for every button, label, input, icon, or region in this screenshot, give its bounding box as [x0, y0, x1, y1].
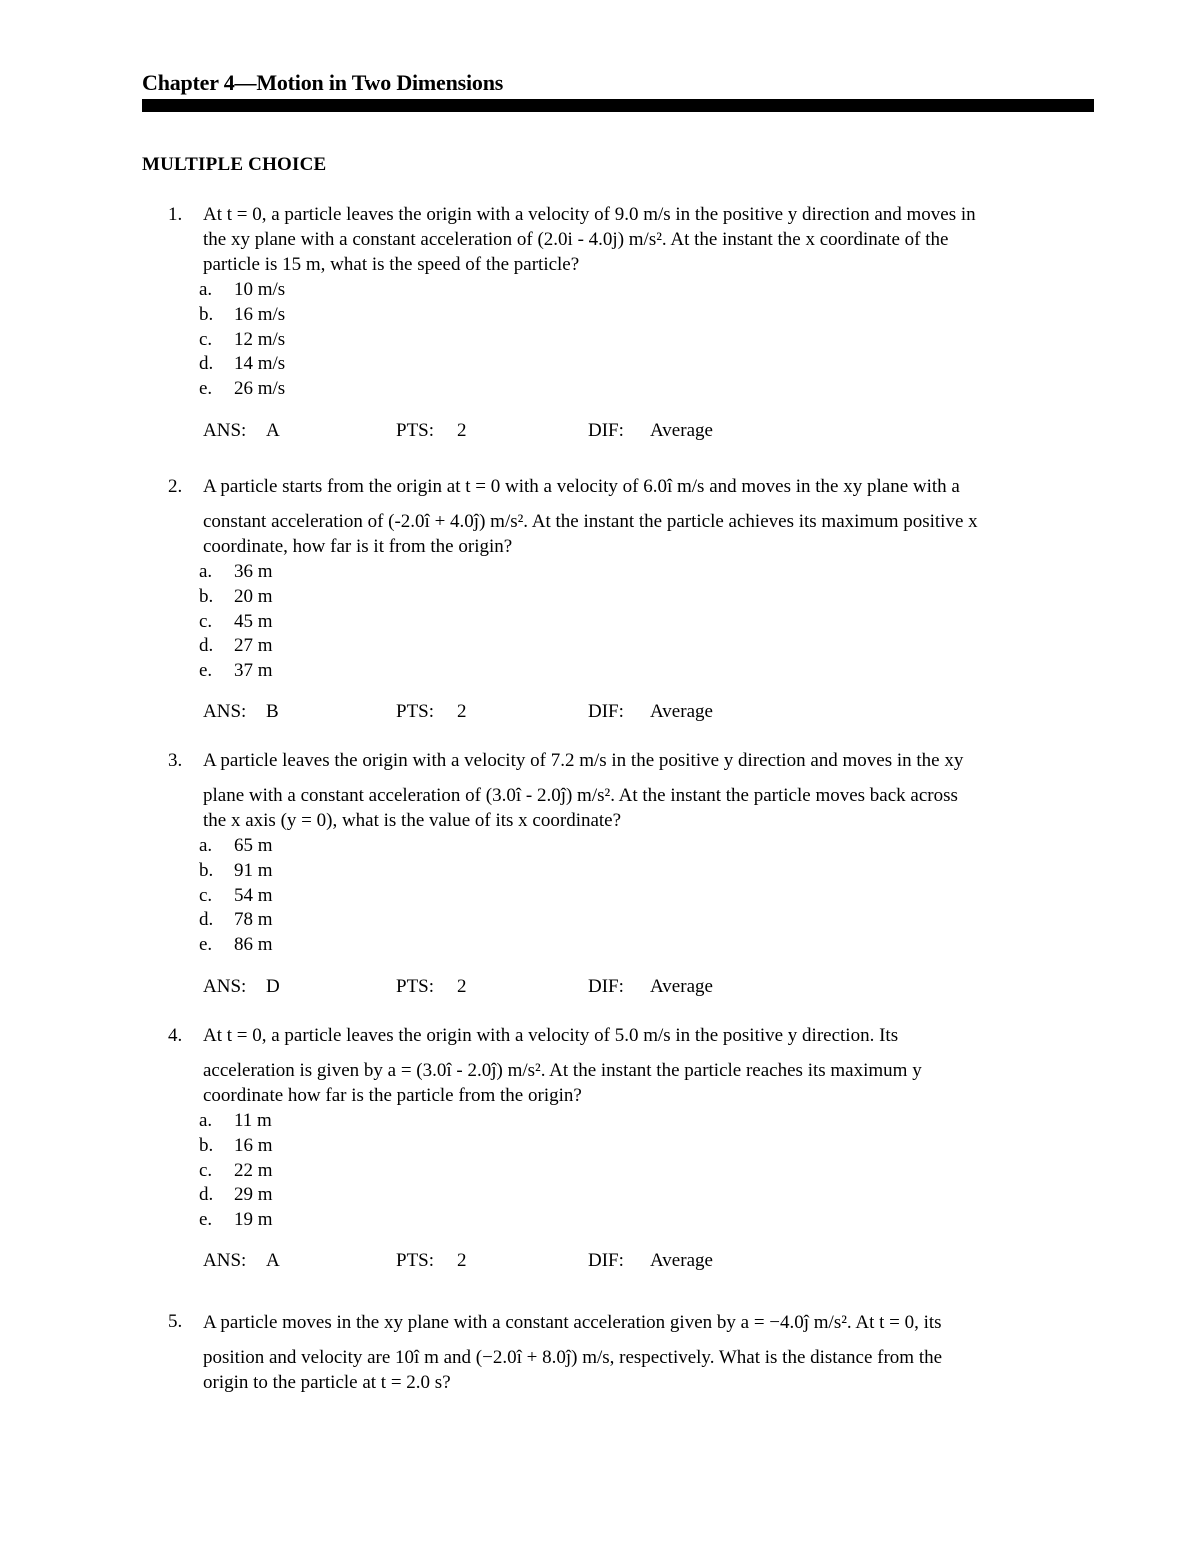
question-number: 3. [168, 750, 183, 771]
option-letter: b. [199, 1134, 214, 1156]
ans-label: ANS: [203, 976, 247, 997]
question-line: coordinate how far is the particle from the origin? [203, 1085, 582, 1106]
option-c [199, 327, 285, 352]
option-letter: e. [199, 378, 213, 400]
option-b [199, 1133, 273, 1158]
dif-label: DIF: [588, 701, 624, 722]
question-line: origin to the particle at t = 2.0 s? [203, 1372, 451, 1393]
answer-meta [203, 699, 903, 724]
option-d [199, 633, 273, 658]
question-line: particle is 15 m, what is the speed of the particle? [203, 254, 580, 275]
question-line: At t = 0, a particle leaves the origin with a velocity of 5.0 m/s in the positive y direction. Its [203, 1025, 899, 1046]
option-text: 20 m [234, 585, 273, 607]
answer-options [199, 833, 273, 957]
option-text: 12 m/s [234, 328, 286, 350]
question-line: position and velocity are 10î m and (−2.0î + 8.0ĵ) m/s, respectively. What is the distance from the [203, 1347, 943, 1368]
answer-options [199, 559, 273, 683]
option-letter: b. [199, 303, 214, 325]
option-letter: c. [199, 884, 213, 906]
option-a [199, 1108, 273, 1133]
option-c [199, 609, 273, 634]
question-number: 4. [168, 1025, 183, 1046]
option-a [199, 833, 273, 858]
option-text: 16 m [234, 1134, 273, 1156]
option-letter: a. [199, 1110, 213, 1131]
question-stem [203, 1300, 1093, 1395]
dif-value: Average [650, 420, 713, 441]
option-letter: e. [199, 934, 213, 956]
question-line: A particle moves in the xy plane with a constant acceleration given by a = −4.0ĵ m/s². At t = 0, its [203, 1312, 942, 1333]
option-d [199, 907, 273, 932]
option-a [199, 277, 285, 302]
option-text: 37 m [234, 660, 273, 682]
option-letter: c. [199, 328, 213, 350]
option-text: 27 m [234, 635, 273, 657]
option-text: 78 m [234, 909, 273, 931]
option-text: 45 m [234, 610, 273, 632]
answer-options [199, 1108, 273, 1232]
question-line: At t = 0, a particle leaves the origin with a velocity of 9.0 m/s in the positive y direction and moves in [203, 204, 976, 225]
question-line: A particle leaves the origin with a velocity of 7.2 m/s in the positive y direction and moves in the xy [203, 750, 964, 771]
option-text: 22 m [234, 1159, 273, 1181]
answer-meta [203, 974, 903, 999]
pts-value: 2 [457, 701, 467, 722]
answer-meta [203, 418, 903, 443]
pts-value: 2 [457, 976, 467, 997]
section-heading: MULTIPLE CHOICE [142, 154, 327, 175]
option-c [199, 883, 273, 908]
option-text: 26 m/s [234, 378, 286, 400]
option-letter: a. [199, 279, 213, 300]
option-d [199, 1182, 273, 1207]
option-letter: b. [199, 585, 214, 607]
ans-label: ANS: [203, 1250, 247, 1271]
ans-value: B [266, 701, 279, 722]
dif-value: Average [650, 976, 713, 997]
option-e [199, 932, 273, 957]
option-text: 65 m [234, 835, 273, 856]
title-rule [142, 99, 1094, 112]
option-text: 14 m/s [234, 353, 286, 375]
answer-meta [203, 1248, 903, 1273]
pts-label: PTS: [396, 976, 435, 997]
pts-value: 2 [457, 420, 467, 441]
option-c [199, 1158, 273, 1183]
option-letter: d. [199, 353, 214, 375]
dif-label: DIF: [588, 976, 624, 997]
pts-label: PTS: [396, 1250, 435, 1271]
option-letter: e. [199, 660, 213, 682]
option-text: 11 m [234, 1110, 272, 1131]
ans-label: ANS: [203, 420, 247, 441]
question-stem [203, 202, 1093, 277]
option-text: 36 m [234, 561, 273, 582]
ans-value: D [266, 976, 280, 997]
option-text: 16 m/s [234, 303, 286, 325]
dif-label: DIF: [588, 1250, 624, 1271]
question-stem [203, 474, 1093, 559]
question-line: A particle starts from the origin at t = 0 with a velocity of 6.0î m/s and moves in the xy plane with a [203, 476, 960, 497]
question-number: 1. [168, 204, 183, 225]
ans-label: ANS: [203, 701, 247, 722]
option-text: 91 m [234, 859, 273, 881]
option-letter: e. [199, 1209, 213, 1231]
option-e [199, 376, 285, 401]
option-text: 54 m [234, 884, 273, 906]
option-letter: c. [199, 610, 213, 632]
option-letter: d. [199, 909, 214, 931]
option-b [199, 302, 285, 327]
dif-value: Average [650, 701, 713, 722]
option-text: 10 m/s [234, 279, 286, 300]
option-letter: a. [199, 561, 213, 582]
dif-value: Average [650, 1250, 713, 1271]
option-text: 29 m [234, 1184, 273, 1206]
option-b [199, 584, 273, 609]
option-text: 86 m [234, 934, 273, 956]
question-number: 5. [168, 1311, 183, 1332]
chapter-title: Chapter 4—Motion in Two Dimensions [142, 70, 504, 95]
question-line: constant acceleration of (-2.0î + 4.0ĵ) m/s². At the instant the particle achieves its maximum positive x [203, 511, 978, 532]
question-line: acceleration is given by a = (3.0î - 2.0ĵ) m/s². At the instant the particle reaches its maximum y [203, 1060, 922, 1081]
option-letter: b. [199, 859, 214, 881]
dif-label: DIF: [588, 420, 624, 441]
option-b [199, 858, 273, 883]
question-stem [203, 1023, 1093, 1108]
option-text: 19 m [234, 1209, 273, 1231]
option-a [199, 559, 273, 584]
option-d [199, 351, 285, 376]
question-stem [203, 748, 1093, 833]
ans-value: A [266, 420, 280, 441]
option-e [199, 1207, 273, 1232]
question-line: the x axis (y = 0), what is the value of its x coordinate? [203, 810, 622, 831]
question-line: plane with a constant acceleration of (3.0î - 2.0ĵ) m/s². At the instant the particle moves back across [203, 785, 958, 806]
pts-label: PTS: [396, 420, 435, 441]
pts-value: 2 [457, 1250, 467, 1271]
question-line: coordinate, how far is it from the origin? [203, 536, 513, 557]
question-line: the xy plane with a constant acceleration of (2.0i - 4.0j) m/s². At the instant the x coordinate of the [203, 229, 949, 250]
ans-value: A [266, 1250, 280, 1271]
answer-options [199, 277, 285, 401]
option-letter: a. [199, 835, 213, 856]
option-letter: d. [199, 635, 214, 657]
question-number: 2. [168, 476, 183, 497]
option-letter: d. [199, 1184, 214, 1206]
option-e [199, 658, 273, 683]
option-letter: c. [199, 1159, 213, 1181]
pts-label: PTS: [396, 701, 435, 722]
